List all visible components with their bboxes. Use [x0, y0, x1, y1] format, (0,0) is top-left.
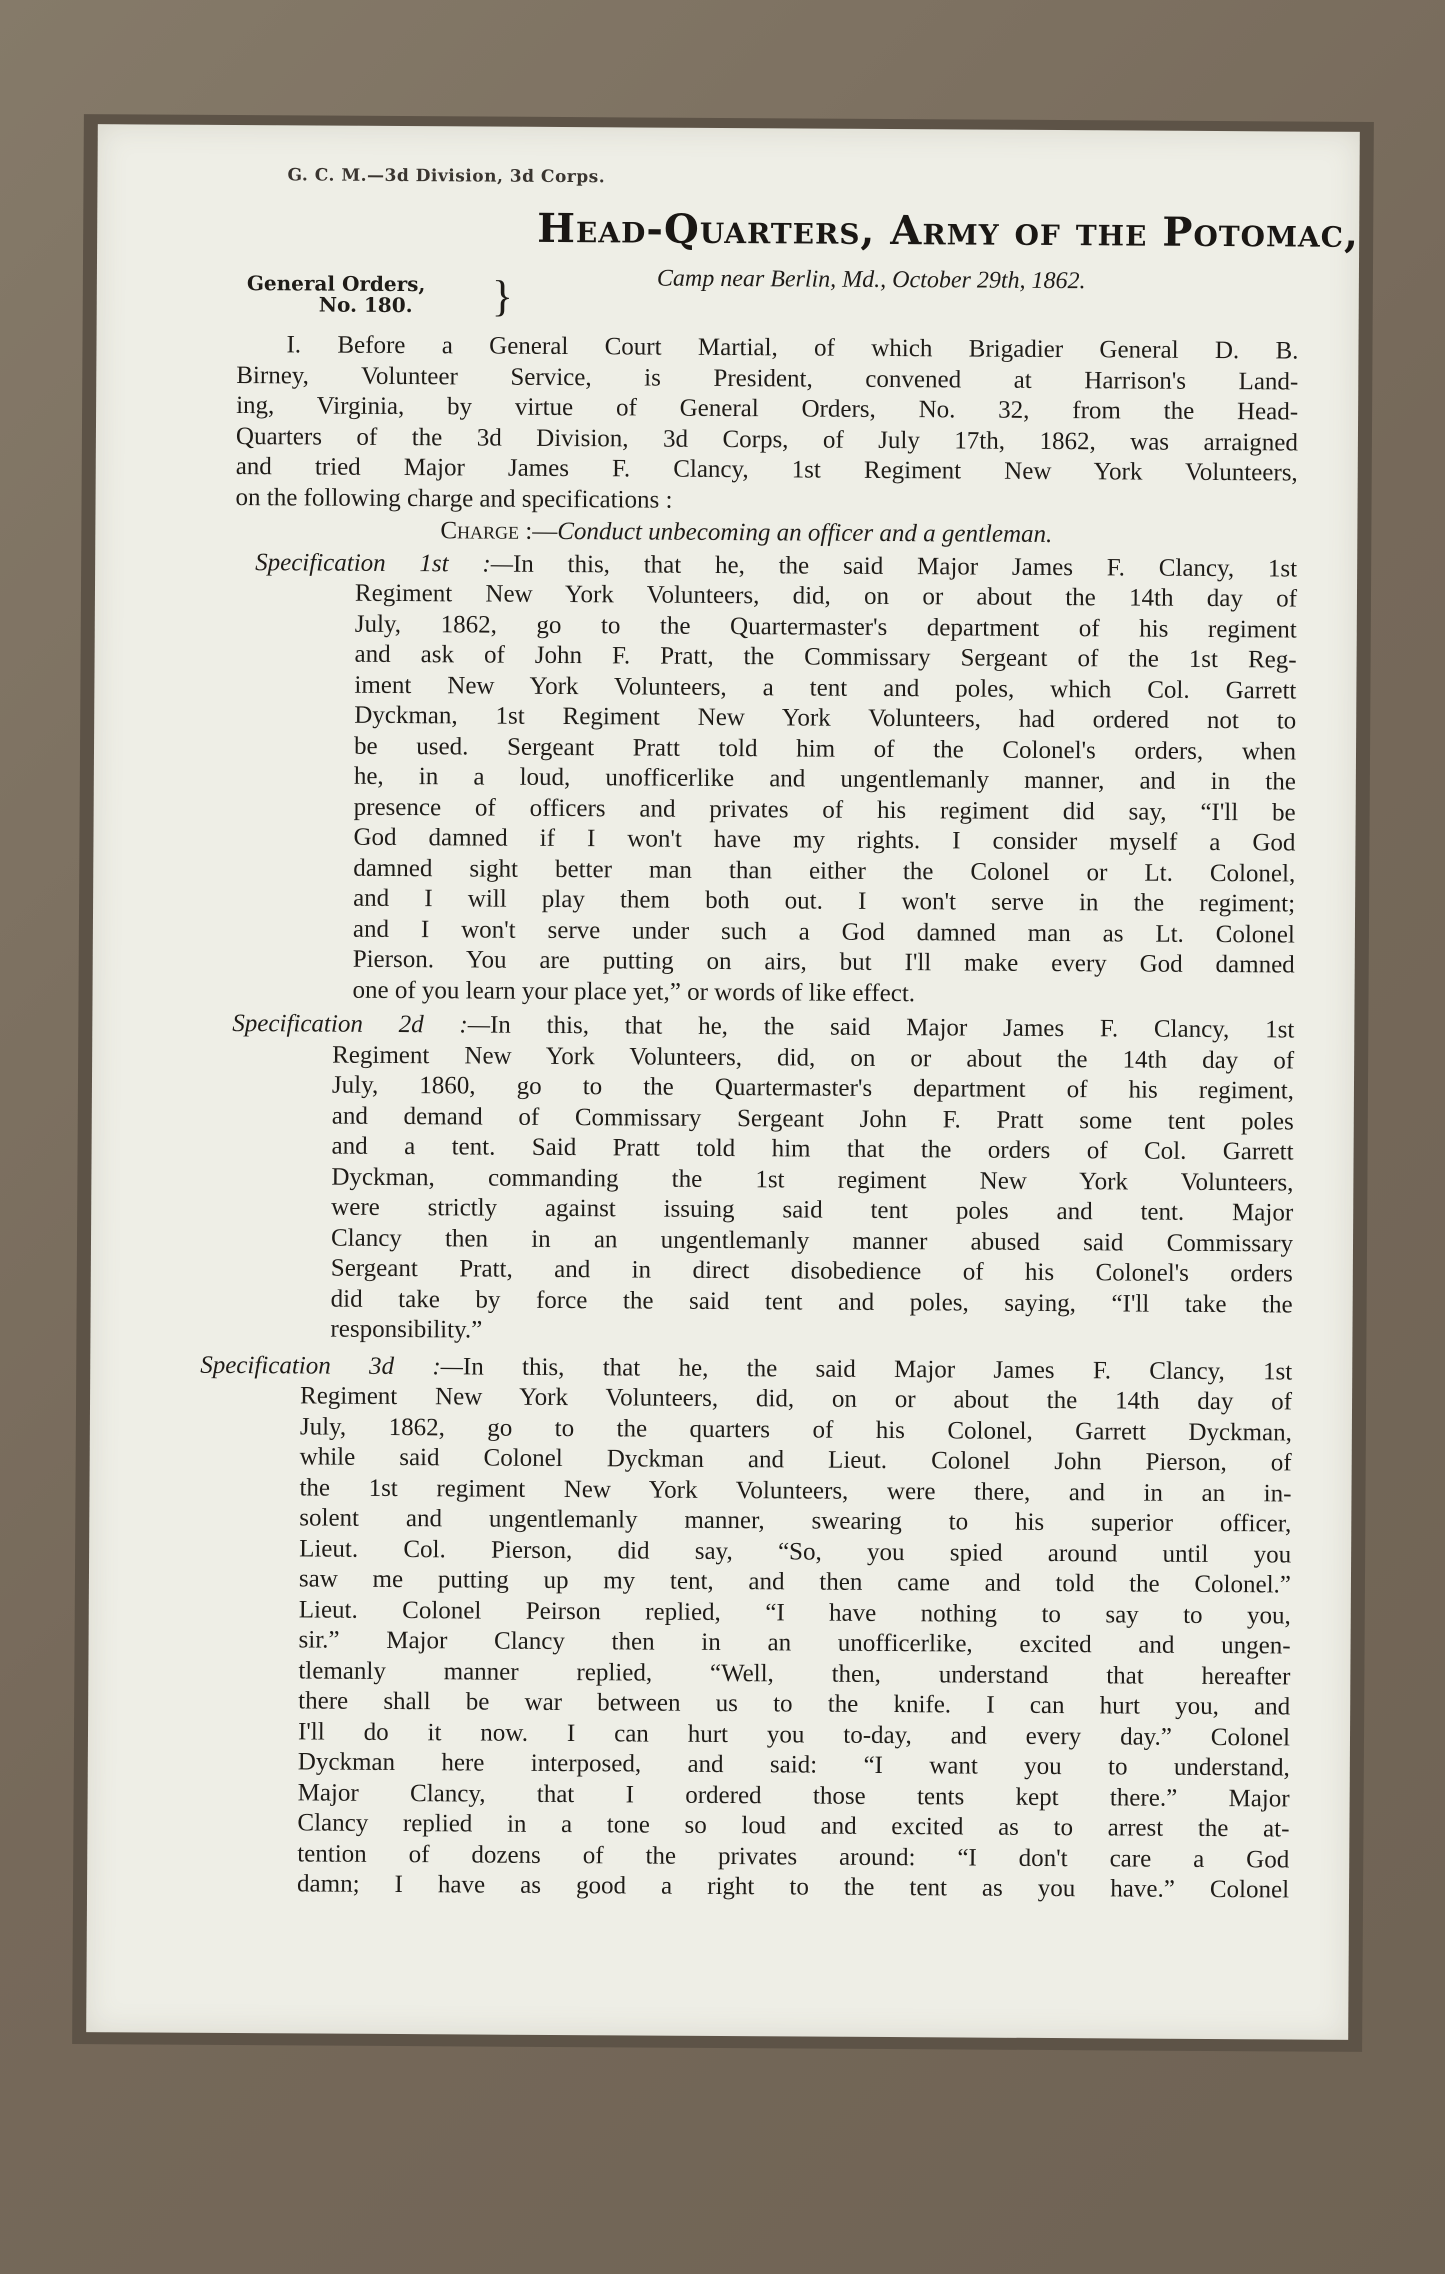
spec2-line: were strictly against issuing said tent poles and tent. Major	[331, 1193, 1294, 1227]
spec3-line: tention of dozens of the privates around: “I don't care a God	[297, 1839, 1290, 1873]
spec1-line: Pierson. You are putting on airs, but I'll make every God damned	[352, 945, 1295, 979]
para1-line: and tried Major James F. Clancy, 1st Regiment New York Volunteers,	[235, 453, 1298, 487]
spec2-line: did take by force the said tent and poles, saying, “I'll take the	[330, 1285, 1293, 1318]
spec3-line: Major Clancy, that I ordered those tents kept there.” Major	[297, 1778, 1290, 1812]
spec1-line: he, in a loud, unofficerlike and ungentlemanly manner, and in the	[353, 762, 1296, 796]
spec2-line: and demand of Commissary Sergeant John F. Pratt some tent poles	[331, 1102, 1294, 1135]
orders-label: General Orders,	[246, 271, 426, 297]
spec1-head: Specification 1st :—	[255, 548, 514, 578]
charge-text: Conduct unbecoming an officer and a gentleman.	[557, 517, 1053, 549]
para1-line: I. Before a General Court Martial, of which Brigadier General D. B.	[286, 331, 1299, 365]
para1-line: on the following charge and specifications :	[235, 483, 673, 514]
spec1-line: and I will play them both out. I won't serve in the regiment;	[353, 884, 1296, 918]
brace-glyph: }	[491, 271, 514, 321]
spec3-line: July, 1862, go to the quarters of his Colonel, Garrett Dyckman,	[299, 1412, 1292, 1446]
paragraph-1	[195, 330, 1298, 520]
spec1-line: Regiment New York Volunteers, did, on or about the 14th day of	[354, 579, 1298, 613]
division-line: G. C. M.—3d Division, 3d Corps.	[287, 165, 606, 188]
spec2-line: In this, that he, the said Major James F. Clancy, 1st	[489, 1011, 1295, 1044]
orders-number: No. 180.	[318, 292, 413, 318]
spec2-line: July, 1860, go to the Quartermaster's department of his regiment,	[331, 1071, 1295, 1105]
spec3-line: tlemanly manner replied, “Well, then, understand that hereafter	[298, 1656, 1291, 1690]
spec2-line: and a tent. Said Pratt told him that the orders of Col. Garrett	[331, 1132, 1294, 1166]
spec3-head: Specification 3d :—	[200, 1351, 464, 1380]
spec1-line: be used. Sergeant Pratt told him of the Colonel's orders, when	[353, 732, 1297, 765]
spec3-line: Lieut. Colonel Peirson replied, “I have nothing to say to you,	[298, 1595, 1291, 1629]
para1-line: ing, Virginia, by virtue of General Orders, No. 32, from the Head-	[236, 392, 1299, 426]
document-page	[86, 124, 1360, 2040]
spec3-line: damn; I have as good a right to the tent as you have.” Colonel	[297, 1870, 1290, 1904]
charge-label: Charge :—	[440, 517, 558, 545]
spec3-line: Lieut. Col. Pierson, did say, “So, you spied around until you	[299, 1534, 1292, 1568]
spec2-head: Specification 2d :—	[232, 1010, 491, 1039]
document-body	[187, 330, 1299, 1906]
spec1-line: one of you learn your place yet,” or words of like effect.	[352, 976, 916, 1007]
spec2-line: Sergeant Pratt, and in direct disobedience of his Colonel's orders	[330, 1254, 1293, 1288]
spec3-line: sir.” Major Clancy then in an unofficerlike, excited and ungen-	[298, 1626, 1291, 1660]
spec1-line: and ask of John F. Pratt, the Commissary Sergeant of the 1st Reg-	[354, 640, 1297, 674]
spec3-line: In this, that he, the said Major James F. Clancy, 1st	[462, 1352, 1293, 1385]
spec1-line: Dyckman, 1st Regiment New York Volunteers, had ordered not to	[354, 701, 1297, 735]
spec3-line: I'll do it now. I can hurt you to-day, and every day.” Colonel	[297, 1717, 1291, 1751]
spec2-line: Clancy then in an ungentlemanly manner abused said Commissary	[330, 1224, 1294, 1257]
spec1-line: July, 1862, go to the Quartermaster's department of his regiment	[354, 610, 1297, 643]
spec1-line: In this, that he, the said Major James F. Clancy, 1st	[512, 550, 1298, 582]
camp-dateline: Camp near Berlin, Md., October 29th, 1862.	[656, 265, 1086, 295]
spec1-line: God damned if I won't have my rights. I consider myself a God	[353, 823, 1296, 857]
spec3-line: while said Colonel Dyckman and Lieut. Colonel John Pierson, of	[299, 1443, 1292, 1477]
specification-1	[192, 547, 1297, 1011]
specification-3	[187, 1350, 1292, 1906]
spec2-line: Dyckman, commanding the 1st regiment New York Volunteers,	[331, 1163, 1294, 1196]
spec1-line: damned sight better man than either the Colonel or Lt. Colonel,	[353, 854, 1296, 887]
para1-line: Birney, Volunteer Service, is President, convened at Harrison's Land-	[236, 361, 1299, 396]
spec1-line: iment New York Volunteers, a tent and poles, which Col. Garrett	[354, 671, 1297, 704]
spec2-line: responsibility.”	[330, 1315, 483, 1344]
spec3-line: Dyckman here interposed, and said: “I want you to understand,	[297, 1748, 1290, 1782]
para1-line: Quarters of the 3d Division, 3d Corps, of July 17th, 1862, was arraigned	[235, 422, 1298, 456]
spec3-line: the 1st regiment New York Volunteers, were there, and in an in-	[299, 1473, 1292, 1507]
spec3-line: solent and ungentlemanly manner, swearing to his superior officer,	[299, 1504, 1292, 1538]
spec3-line: Clancy replied in a tone so loud and excited as to arrest the at-	[297, 1809, 1290, 1843]
spec1-line: and I won't serve under such a God damned man as Lt. Colonel	[352, 915, 1295, 948]
spec3-line: there shall be war between us to the knife. I can hurt you, and	[298, 1687, 1291, 1721]
specification-2	[190, 1009, 1294, 1351]
spec3-line: Regiment New York Volunteers, did, on or about the 14th day of	[299, 1382, 1293, 1416]
spec3-line: saw me putting up my tent, and then came and told the Colonel.”	[298, 1565, 1292, 1599]
spec1-line: presence of officers and privates of his regiment did say, “I'll be	[353, 793, 1296, 826]
headquarters-title: Head-Quarters, Army of the Potomac,	[537, 204, 1360, 257]
spec2-line: Regiment New York Volunteers, did, on or about the 14th day of	[332, 1041, 1295, 1074]
general-orders-label	[247, 273, 426, 316]
charge-line	[195, 515, 1297, 552]
